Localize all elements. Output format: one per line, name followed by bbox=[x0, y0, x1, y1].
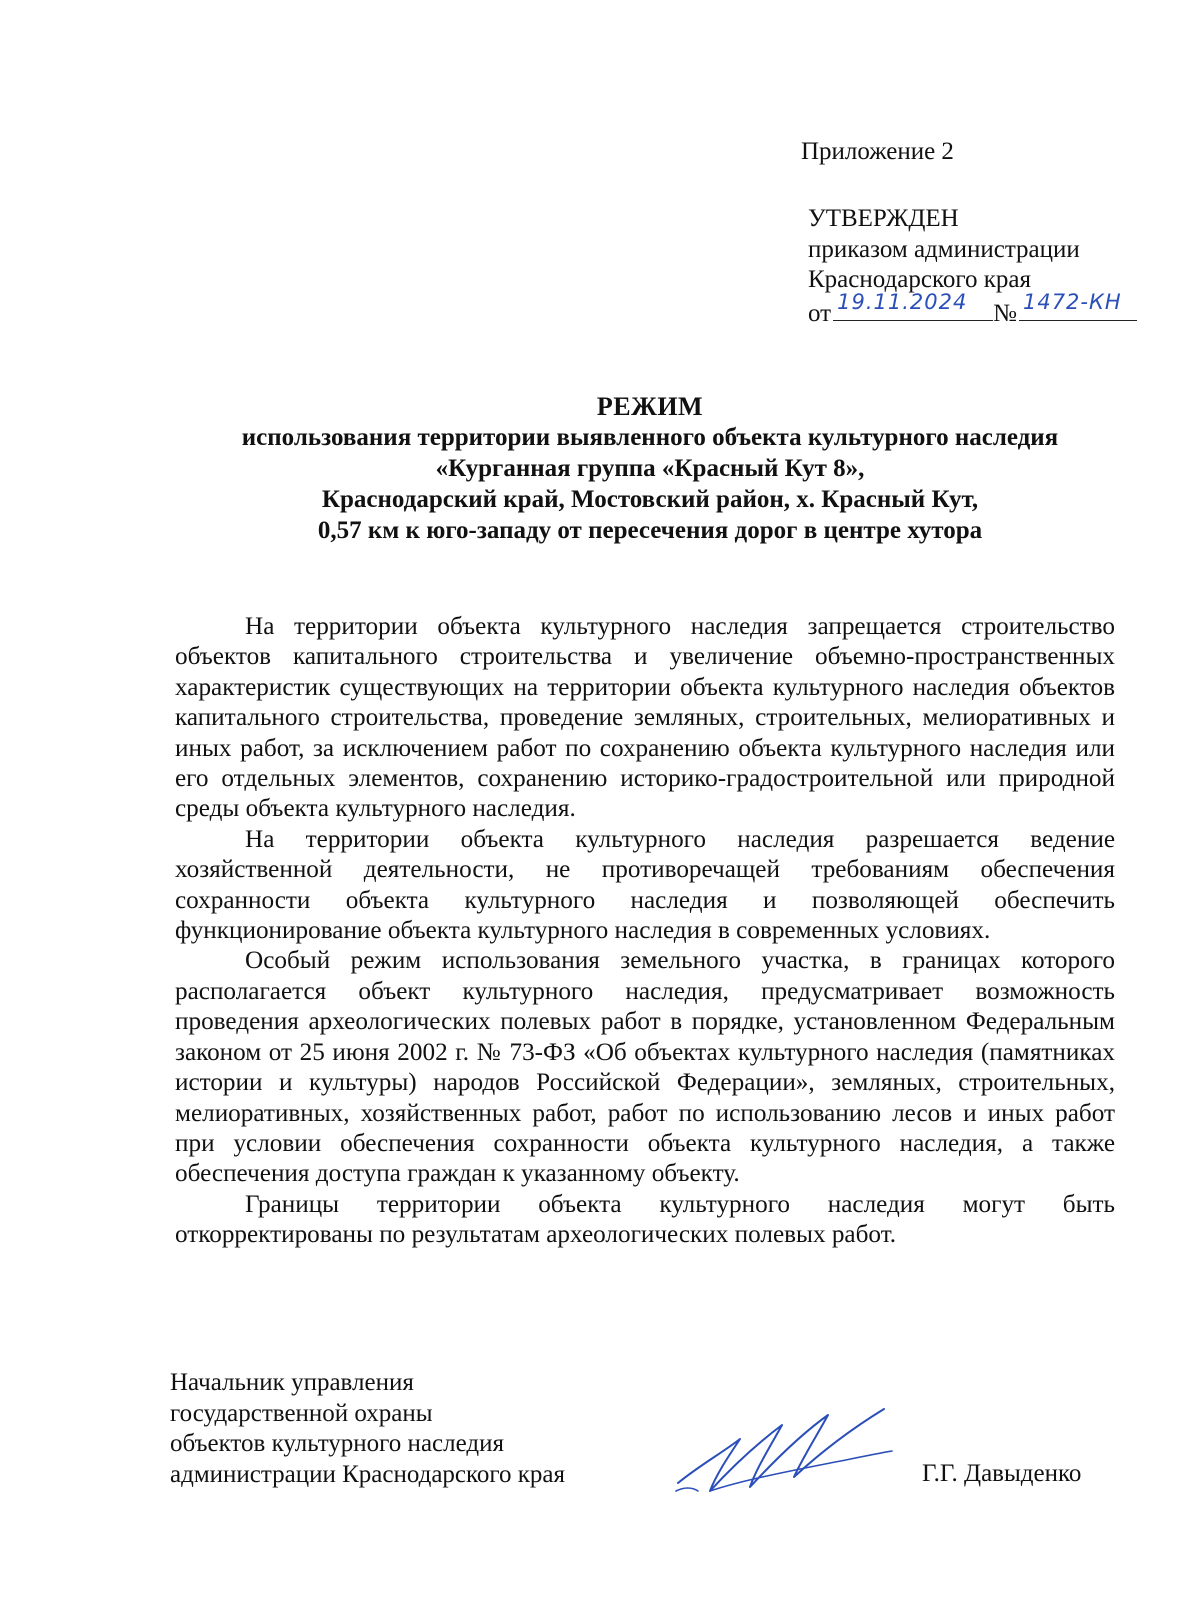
title-line-3: Краснодарский край, Мостовский район, х. Красный Кут, bbox=[321, 486, 979, 513]
approval-date-number-line bbox=[808, 290, 1137, 330]
title-line-4: 0,57 км к юго-западу от пересечения дорог в центре хутора bbox=[317, 517, 983, 544]
body-paragraph: Границы территории объекта культурного наследия могут быть откорректированы по результатам археологических полевых работ. bbox=[175, 1190, 1115, 1249]
appendix-label: Приложение 2 bbox=[801, 138, 954, 165]
position-line-4: администрации Краснодарского края bbox=[170, 1460, 566, 1488]
position-line-3: объектов культурного наследия bbox=[170, 1430, 504, 1457]
date-blank bbox=[833, 290, 993, 321]
signatory-position bbox=[170, 1368, 565, 1490]
position-line-2: государственной охраны bbox=[170, 1399, 433, 1427]
approval-status: УТВЕРЖДЕН bbox=[808, 205, 959, 232]
signer-name: Г.Г. Давыденко bbox=[922, 1460, 1082, 1487]
body-paragraph: На территории объекта культурного наследия запрещается строительство объектов капитального строительства и увеличение объемно-пространственных характеристик существующих на территории объекта культурного наследия объектов капитального строительства, проведение земляных, строительных, мелиоративных и иных работ, за исключением работ по сохранению объекта культурного наследия или его отдельных элементов, сохранению историко-градостроительной или природной среды объекта культурного наследия. bbox=[175, 613, 1115, 823]
handwritten-date: 19.11.2024 bbox=[837, 290, 968, 314]
number-blank bbox=[1019, 290, 1137, 321]
title-line-1: использования территории выявленного объекта культурного наследия bbox=[241, 424, 1059, 451]
handwritten-signature bbox=[670, 1395, 900, 1505]
body-paragraph: На территории объекта культурного наследия разрешается ведение хозяйственной деятельности, не противоречащей требованиям обеспечения сохранности объекта культурного наследия и позволяющей обеспечить функционирование объекта культурного наследия в современных условиях. bbox=[175, 825, 1115, 945]
approval-authority-line: Краснодарского края bbox=[808, 266, 1031, 293]
date-prefix: от bbox=[808, 299, 832, 327]
position-line-1: Начальник управления bbox=[170, 1369, 414, 1396]
title-line-2: «Курганная группа «Красный Кут 8», bbox=[435, 455, 865, 482]
number-prefix: № bbox=[993, 299, 1017, 327]
handwritten-number: 1472-КН bbox=[1022, 290, 1122, 314]
title-heading: РЕЖИМ bbox=[596, 392, 704, 421]
approval-order-line: приказом администрации bbox=[808, 235, 1080, 263]
document-title bbox=[150, 391, 1150, 546]
approval-stamp-block bbox=[808, 204, 1137, 329]
body-paragraph: Особый режим использования земельного участка, в границах которого располагается объект культурного наследия, предусматривает возможность проведения археологических полевых работ в порядке, установленном Федеральным законом от 25 июня 2002 г. № 73-ФЗ «Об объектах культурного наследия (памятниках истории и культуры) народов Российской Федерации», земляных, строительных, мелиоративных, хозяйственных работ, работ по использованию лесов и иных работ при условии обеспечения сохранности объекта культурного наследия, а также обеспечения доступа граждан к указанному объекту. bbox=[175, 947, 1115, 1188]
document-body bbox=[175, 612, 1115, 1251]
